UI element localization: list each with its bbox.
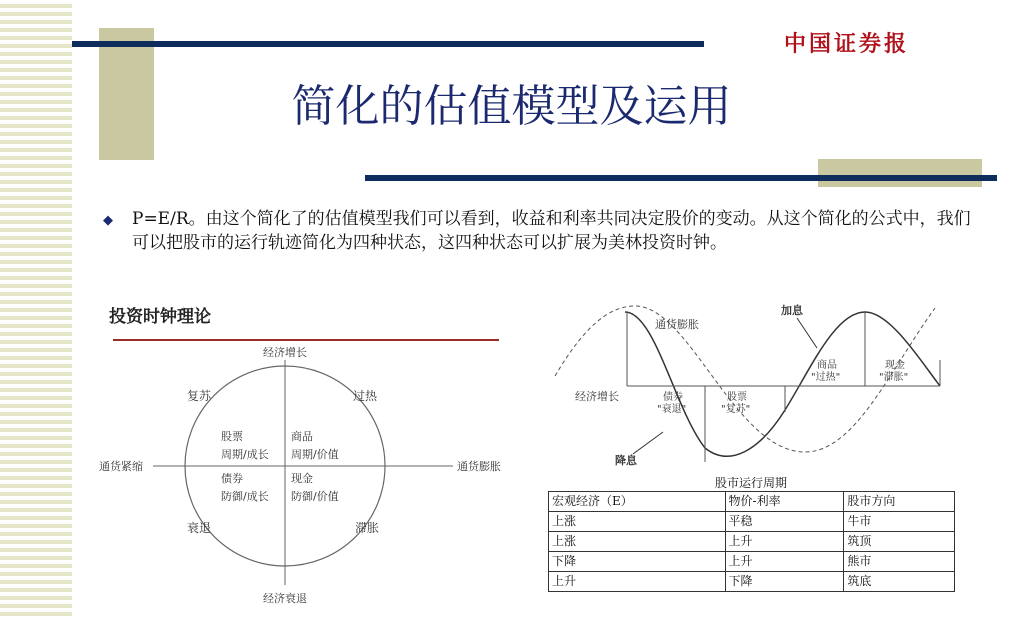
phase-bonds-stage: "衰退" — [657, 404, 687, 415]
table-row — [549, 572, 955, 592]
axis-top-label: 经济增长 — [263, 346, 307, 359]
market-cycle-table — [548, 491, 955, 592]
asset-stocks: 股票 — [221, 430, 243, 443]
table-header-cell: 股市方向 — [844, 492, 955, 512]
table-caption: 股市运行周期 — [714, 476, 787, 490]
phase-stocks: 股票 — [727, 392, 747, 403]
table-header-cell: 宏观经济（E） — [549, 492, 726, 512]
table-cell: 熊市 — [844, 552, 955, 572]
table-cell: 筑顶 — [844, 532, 955, 552]
inflation-label: 通货膨胀 — [655, 318, 699, 331]
bullet-diamond-icon: ◆ — [103, 213, 113, 228]
asset-commodities-style: 周期/价值 — [291, 448, 339, 461]
table-cell: 上升 — [725, 532, 844, 552]
asset-cash: 现金 — [291, 472, 313, 485]
table-cell: 上升 — [549, 572, 726, 592]
table-cell: 筑底 — [844, 572, 955, 592]
asset-bonds-style: 防御/成长 — [221, 490, 269, 503]
growth-label: 经济增长 — [575, 390, 619, 403]
table-header-cell: 物价-利率 — [725, 492, 844, 512]
phase-bonds: 债券 — [663, 392, 683, 403]
table-row — [549, 512, 955, 532]
cut-rate-arrow — [633, 432, 663, 454]
table-cell: 上升 — [725, 552, 844, 572]
mid-rule — [365, 175, 997, 181]
clock-title: 投资时钟理论 — [109, 307, 211, 327]
phase-commodities: 商品 — [817, 360, 837, 371]
quadrant-overheat-label: 过热 — [353, 389, 378, 403]
page-title: 简化的估值模型及运用 — [291, 81, 732, 132]
investment-clock-diagram — [95, 300, 515, 610]
table-cell: 下降 — [549, 552, 726, 572]
inflation-curve-dashed — [555, 306, 935, 452]
asset-bonds: 债券 — [221, 472, 243, 485]
growth-curve — [625, 312, 940, 456]
phase-commodities-stage: "过热" — [811, 372, 841, 383]
raise-rate-arrow — [797, 318, 817, 348]
cut-rate-label: 降息 — [615, 454, 637, 467]
quadrant-recovery-label: 复苏 — [187, 389, 212, 403]
table-row — [549, 552, 955, 572]
asset-cash-style: 防御/价值 — [291, 490, 339, 503]
table-cell: 上涨 — [549, 532, 726, 552]
table-cell: 下降 — [725, 572, 844, 592]
tan-block-right — [818, 159, 982, 187]
top-rule — [72, 41, 704, 47]
body-paragraph: P=E/R。由这个简化了的估值模型我们可以看到，收益和利率共同决定股价的变动。从这个简化的公式中，我们可以把股市的运行轨迹简化为四种状态，这四种状态可以扩展为美林投资时钟。 — [132, 209, 971, 253]
quadrant-recession-label: 衰退 — [187, 521, 212, 535]
quadrant-stagflation-label: 滞胀 — [355, 521, 380, 535]
table-cell: 牛市 — [844, 512, 955, 532]
table-cell: 上涨 — [549, 512, 726, 532]
newspaper-logo: 中国证券报 — [784, 31, 910, 57]
axis-bottom-label: 经济衰退 — [263, 592, 307, 605]
phase-cash-stage: "滞胀" — [879, 372, 909, 383]
asset-stocks-style: 周期/成长 — [221, 448, 269, 461]
phase-stocks-stage: "复苏" — [721, 404, 751, 415]
table-header-row — [549, 492, 955, 512]
phase-cash: 现金 — [885, 360, 905, 371]
market-cycle-diagram — [545, 300, 955, 472]
asset-commodities: 商品 — [291, 430, 313, 443]
table-row — [549, 532, 955, 552]
axis-right-label: 通货膨胀 — [457, 460, 501, 473]
axis-left-label: 通货紧缩 — [99, 460, 143, 473]
table-cell: 平稳 — [725, 512, 844, 532]
raise-rate-label: 加息 — [781, 304, 803, 317]
